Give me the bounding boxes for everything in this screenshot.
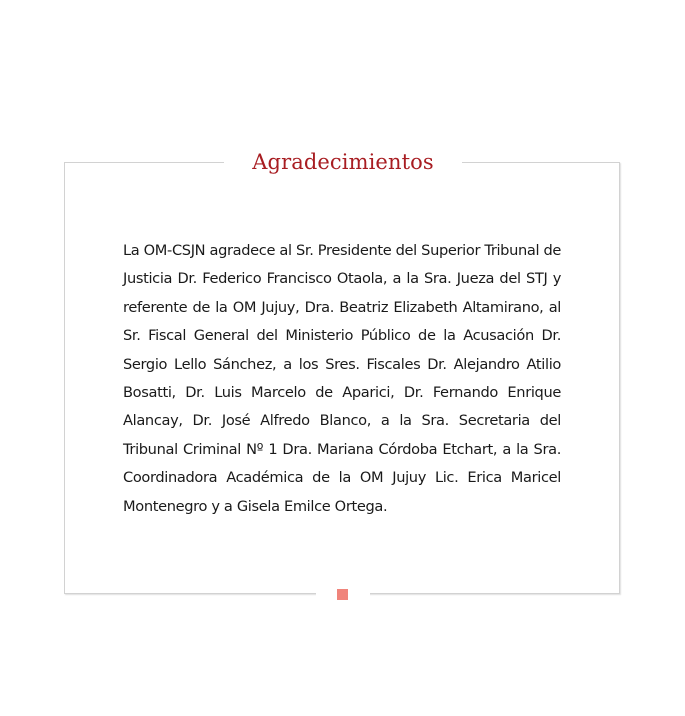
decorative-square-icon	[337, 589, 348, 600]
acknowledgements-paragraph: La OM-CSJN agradece al Sr. Presidente del Superior Tribunal de Justicia Dr. Federico Francisco Otaola, a la Sra. Jueza del STJ y referente de la OM Jujuy, Dra. Beatriz Elizabeth Altamirano, al Sr. Fiscal General del Ministerio Público de la Acusación Dr. Sergio Lello Sánchez, a los Sres. Fiscales Dr. Alejandro Atilio Bosatti, Dr. Luis Marcelo de Aparici, Dr. Fernando Enrique Alancay, Dr. José Alfredo Blanco, a la Sra. Secretaria del Tribunal Criminal Nº 1 Dra. Mariana Córdoba Etchart, a la Sra. Coordinadora Académica de la OM Jujuy Lic. Erica Maricel Montenegro y a Gisela Emilce Ortega.	[123, 242, 562, 515]
section-title: Agradecimientos	[252, 150, 434, 174]
